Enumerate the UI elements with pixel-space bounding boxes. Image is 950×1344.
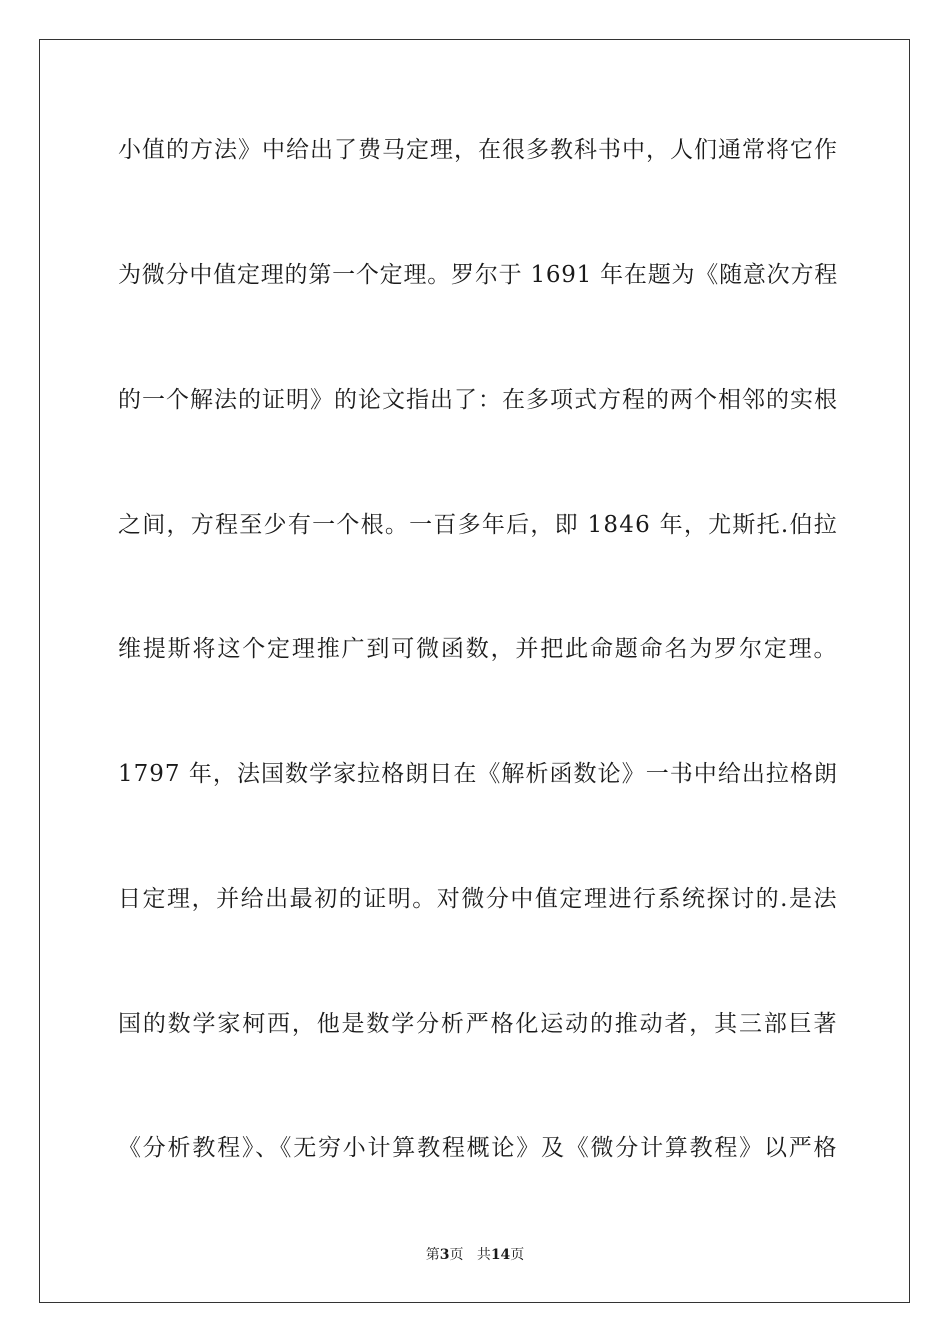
total-pages: 14 (490, 1247, 511, 1263)
text-line: 日定理，并给出最初的证明。对微分中值定理进行系统探讨的.是法 (118, 886, 838, 912)
total-prefix: 共 (476, 1247, 491, 1263)
text-line: 国的数学家柯西，他是数学分析严格化运动的推动者，其三部巨著 (118, 1011, 838, 1037)
text-line: 小值的方法》中给出了费马定理，在很多教科书中，人们通常将它作 (118, 137, 838, 163)
page-border (39, 39, 910, 1303)
total-suffix: 页 (510, 1247, 525, 1263)
text-line: 《分析教程》、《无穷小计算教程概论》及《微分计算教程》以严格 (118, 1135, 838, 1161)
text-line: 维提斯将这个定理推广到可微函数，并把此命题命名为罗尔定理。 (118, 636, 838, 662)
page-prefix: 第 (425, 1247, 440, 1263)
page-suffix: 页 (449, 1247, 464, 1263)
page-number: 3 (439, 1247, 450, 1263)
text-line: 的一个解法的证明》的论文指出了：在多项式方程的两个相邻的实根 (118, 387, 838, 413)
text-line: 1797 年，法国数学家拉格朗日在《解析函数论》一书中给出拉格朗 (118, 761, 838, 787)
page-footer (0, 1245, 950, 1265)
text-line: 之间，方程至少有一个根。一百多年后，即 1846 年，尤斯托.伯拉 (118, 512, 838, 538)
text-line: 为微分中值定理的第一个定理。罗尔于 1691 年在题为《随意次方程 (118, 262, 838, 288)
